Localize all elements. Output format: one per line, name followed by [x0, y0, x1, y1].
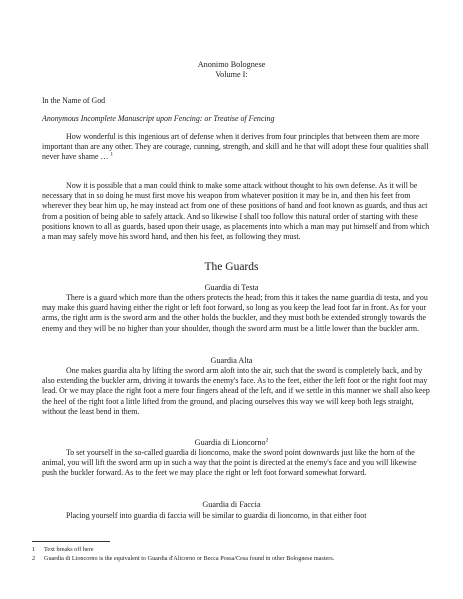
- guards-intro-text: Now it is possible that a man could think to make some attack without thought to his own defense. As it will be necessary that in so doing he must first move his weapon from whatever position it may be in, and then his feet from wherever they bear him up, he may instead act from one of these positions of hand and foot known as guards, and thus act from a position of being able to safely attack. And so likewise I shall too follow this natural order of starting with these positions known to all as guards, based upon their usage, as placements into which a man may put himself and from which a man may safely move his sword hand, and then his feet, as following they must: [42, 181, 430, 242]
- guard-text-testa: There is a guard which more than the others protects the head; from this it takes the name guardia di testa, and you may make this guard having either the right or left foot forward, so long as you keep the lead foot far in front. As for your arms, the right arm is the sword arm and the other holds the buckler, and they must both be extended strongly towards the enemy and they will be no higher than your shoulder, though the sword arm must be a little lower than the buckler arm.: [42, 293, 428, 333]
- section-title: The Guards: [204, 261, 259, 273]
- footnote-2: [32, 555, 442, 563]
- invocation: In the Name of God: [42, 96, 106, 105]
- guards-intro-paragraph: [42, 181, 430, 242]
- guard-text-alta: One makes guardia alta by lifting the sword arm aloft into the air, such that the sword is completely back, and by also extending the buckler arm, driving it towards the enemy's face. As to the feet, either the left foot or the right foot may lead. Or we may place the right foot a mere four fingers ahead of the left, and if we settle in this manner we shall also keep the heel of the right foot a little lifted from the ground, and placing ourselves this way we will keep both legs straight, without the least bend in them.: [42, 366, 430, 416]
- footnote-2-number: 2: [32, 555, 36, 562]
- guard-heading-lioncorno: [0, 438, 463, 448]
- guard-heading-lioncorno-text: Guardia di Lioncorno: [194, 438, 266, 447]
- volume-title: Volume I:: [215, 70, 248, 79]
- guards-intro-tail: .: [298, 232, 301, 242]
- footnote-ref-2: 2: [265, 437, 269, 444]
- guard-heading-testa: Guardia di Testa: [204, 283, 259, 292]
- guard-text-lioncorno: To set yourself in the so-called guardia di lioncorno, make the sword point downwards just like the horn of the animal, you will lift the sword arm up in such a way that the point is directed at the enemy's face and you will likewise push the buckler forward. As to the feet we may place the right or left foot forward somewhat forward.: [42, 448, 417, 478]
- guard-heading-faccia: Guardia di Faccia: [202, 500, 261, 509]
- intro-paragraph: [42, 132, 430, 163]
- footnote-2-text: Guardia di Lioncorno is the equivalent to Guardia d'Alicorno or Becca Possa/Cesa found in other Bolognese masters.: [44, 555, 335, 562]
- footnote-divider: [32, 541, 110, 542]
- treatise-subtitle: Anonymous Incomplete Manuscript upon Fencing: or Treatise of Fencing: [42, 114, 275, 123]
- book-title: Anonimo Bolognese: [197, 60, 266, 69]
- footnote-1: [32, 546, 442, 554]
- guard-heading-alta: Guardia Alta: [210, 356, 253, 365]
- guard-text-faccia: Placing yourself into guardia di faccia will be similar to guardia di lioncorno, in that either foot: [66, 511, 367, 520]
- footnote-1-text: Text breaks off here: [44, 546, 94, 553]
- footnote-ref-1: 1: [110, 151, 114, 158]
- intro-paragraph-text: How wonderful is this ingenious art of defense when it derives from four principles that between them are more important than are any other. They are courage, cunning, strength, and skill and he that will adopt these four qualities shall never have shame …: [42, 132, 429, 162]
- footnote-1-number: 1: [32, 546, 36, 553]
